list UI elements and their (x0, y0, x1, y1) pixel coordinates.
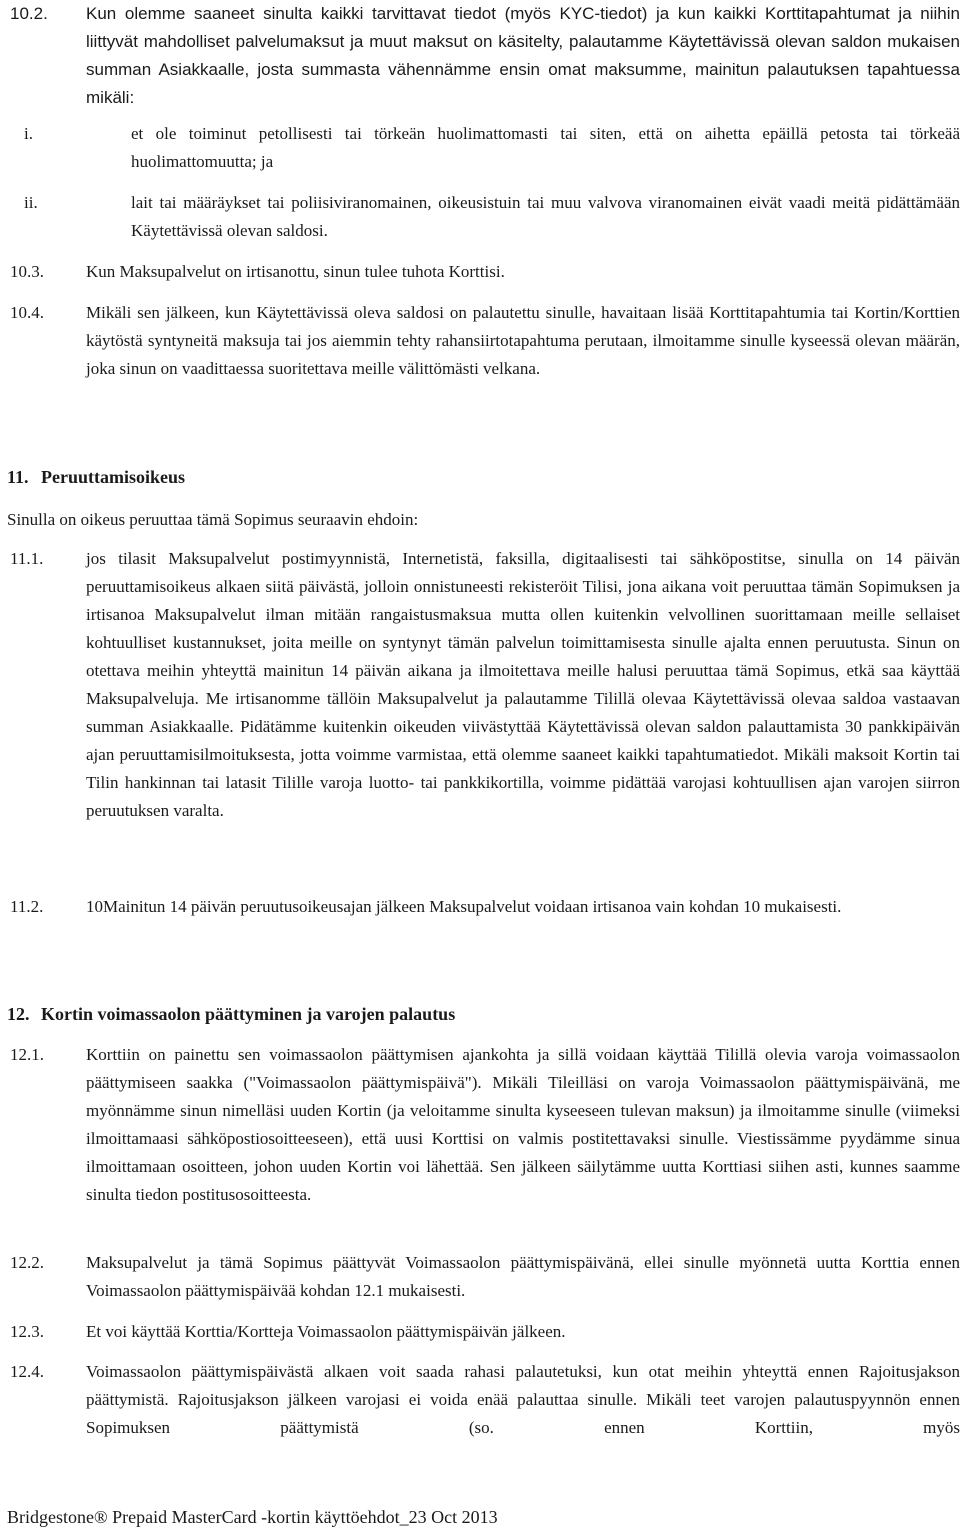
clause-text: Et voi käyttää Korttia/Kortteja Voimassaolon päättymispäivän jälkeen. (86, 1322, 566, 1341)
clause-number: 10.4. (10, 303, 44, 322)
clause-10-2 (0, 0, 960, 112)
clause-number: 12.4. (10, 1362, 44, 1381)
clause-number: 12.3. (10, 1322, 44, 1341)
clause-number: 11.1. (10, 549, 44, 568)
clause-text: Voimassaolon päättymispäivästä alkaen voit saada rahasi palautetuksi, kun otat meihin yhteyttä ennen Rajoitusjakson päättymistä. Rajoitusjakson jälkeen varojasi ei voida enää palauttaa sinulle. Mikäli teet varojen palautuspyynnön ennen Sopimuksen päättymistä (so. ennen Korttiin, myös (86, 1362, 960, 1437)
section-title: Kortin voimassaolon päättyminen ja varojen palautus (41, 1004, 456, 1024)
clause-number: 12.2. (10, 1253, 44, 1272)
clause-12-3 (0, 1318, 960, 1346)
section-number: 11. (7, 467, 29, 487)
clause-number: 11.2. (10, 897, 44, 916)
item-text: lait tai määräykset tai poliisiviranomainen, oikeusistuin tai muu valvova viranomainen eivät vaadi meitä pidättämään Käytettävissä olevan saldosi. (131, 193, 960, 240)
page-footer: Bridgestone® Prepaid MasterCard -kortin käyttöehdot_23 Oct 2013 (7, 1507, 498, 1527)
clause-10-3 (0, 258, 960, 286)
clause-number: 12.1. (10, 1045, 44, 1064)
section-title: Peruuttamisoikeus (41, 467, 185, 487)
clause-text: 10Mainitun 14 päivän peruutusoikeusajan jälkeen Maksupalvelut voidaan irtisanoa vain kohdan 10 mukaisesti. (86, 897, 842, 916)
clause-10-2-item-i (0, 120, 960, 176)
clause-text: jos tilasit Maksupalvelut postimyynnistä, Internetistä, faksilla, digitaalisesti tai sähköpostitse, sinulla on 14 päivän peruuttamisoikeus alkaen siitä päivästä, jolloin onnistuneesti rekisteröit Tilisi, jona aikana voit peruuttaa tämän Sopimuksen ja irtisanoa Maksupalvelut ilman mitään rangaistusmaksua mutta ollen kuitenkin velvollinen suorittamaan meille sellaiset kohtuulliset kustannukset, joita meille on syntynyt tämän palvelun toimittamisesta sinulle ajalta ennen peruutusta. Sinun on otettava meihin yhteyttä mainitun 14 päivän aikana ja ilmoitettava meille halusi peruuttaa tämä Sopimus, etkä saa käyttää Maksupalveluja. Me irtisanomme tällöin Maksupalvelut ja palautamme Tilillä olevaa Käytettävissä olevaa saldoa vastaavan summan Asiakkaalle. Pidätämme kuitenkin oikeuden viivästyttää Käytettävissä olevan saldon palauttamista 30 pankkipäivän ajan peruuttamisilmoituksesta, jotta voimme varmistaa, että olemme saaneet kaikki tapahtumatiedot. Mikäli maksoit Kortin tai Tilin hankinnan tai latasit Tilille varoja luotto- tai pankkikortilla, voimme pidättää varojasi kohtuullisen ajan varojen siirron peruutuksen varalta. (86, 549, 960, 820)
clause-12-2 (0, 1249, 960, 1305)
clause-text: Kun Maksupalvelut on irtisanottu, sinun tulee tuhota Korttisi. (86, 262, 505, 281)
item-text: et ole toiminut petollisesti tai törkeän huolimattomasti tai siten, että on aihetta epäillä petosta tai törkeää huolimattomuutta; ja (131, 124, 960, 171)
section-heading-11 (7, 463, 185, 491)
clause-text: Korttiin on painettu sen voimassaolon päättymisen ajankohta ja sillä voidaan käyttää Tilillä olevia varoja voimassaolon päättymiseen saakka ("Voimassaolon päättymispäivä"). Mikäli Tileilläsi on varoja Voimassaolon päättymispäivänä, me myönnämme sinun nimelläsi uuden Kortin (ja veloitamme sinulta kyseeseen tulevan maksun) ja ilmoitamme sinulle (viimeksi ilmoittamaasi sähköpostiosoitteeseen), että uusi Korttisi on valmis postitettavaksi sinulle. Viestissämme pyydämme sinua ilmoittamaan osoitteen, johon uuden Kortin voi lähettää. Sen jälkeen säilytämme uutta Korttiasi siihen asti, kunnes saamme sinulta tiedon postitusosoitteesta. (86, 1045, 960, 1204)
clause-text: Mikäli sen jälkeen, kun Käytettävissä oleva saldosi on palautettu sinulle, havaitaan lisää Korttitapahtumia tai Kortin/Korttien käytöstä syntyneitä maksuja tai jos aiemmin tehty rahansiirtotapahtuma perutaan, ilmoitamme sinulle kyseessä olevan määrän, joka sinun on vaadittaessa suoritettava meille välittömästi velkana. (86, 303, 960, 378)
clause-12-1 (0, 1041, 960, 1209)
section-heading-12 (7, 1000, 455, 1028)
clause-10-2-item-ii (0, 189, 960, 245)
clause-12-4 (0, 1358, 960, 1442)
section-intro: Sinulla on oikeus peruuttaa tämä Sopimus seuraavin ehdoin: (7, 510, 419, 529)
item-number: i. (24, 124, 33, 143)
clause-text: Maksupalvelut ja tämä Sopimus päättyvät Voimassaolon päättymispäivänä, ellei sinulle myönnetä uutta Korttia ennen Voimassaolon päättymispäivää kohdan 12.1 mukaisesti. (86, 1253, 960, 1300)
section-number: 12. (7, 1004, 30, 1024)
item-number: ii. (24, 193, 38, 212)
clause-text: Kun olemme saaneet sinulta kaikki tarvittavat tiedot (myös KYC-tiedot) ja kun kaikki Korttitapahtumat ja niihin liittyvät mahdolliset palvelumaksut ja muut maksut on käsitelty, palautamme Käytettävissä olevan saldon mukaisen summan Asiakkaalle, josta summasta vähennämme ensin omat maksumme, mainitun palautuksen tapahtuessa mikäli: (86, 4, 960, 107)
clause-11-2 (0, 893, 960, 921)
clause-number: 10.3. (10, 262, 44, 281)
clause-11-1 (0, 545, 960, 825)
clause-10-4 (0, 299, 960, 383)
clause-number: 10.2. (10, 4, 48, 23)
